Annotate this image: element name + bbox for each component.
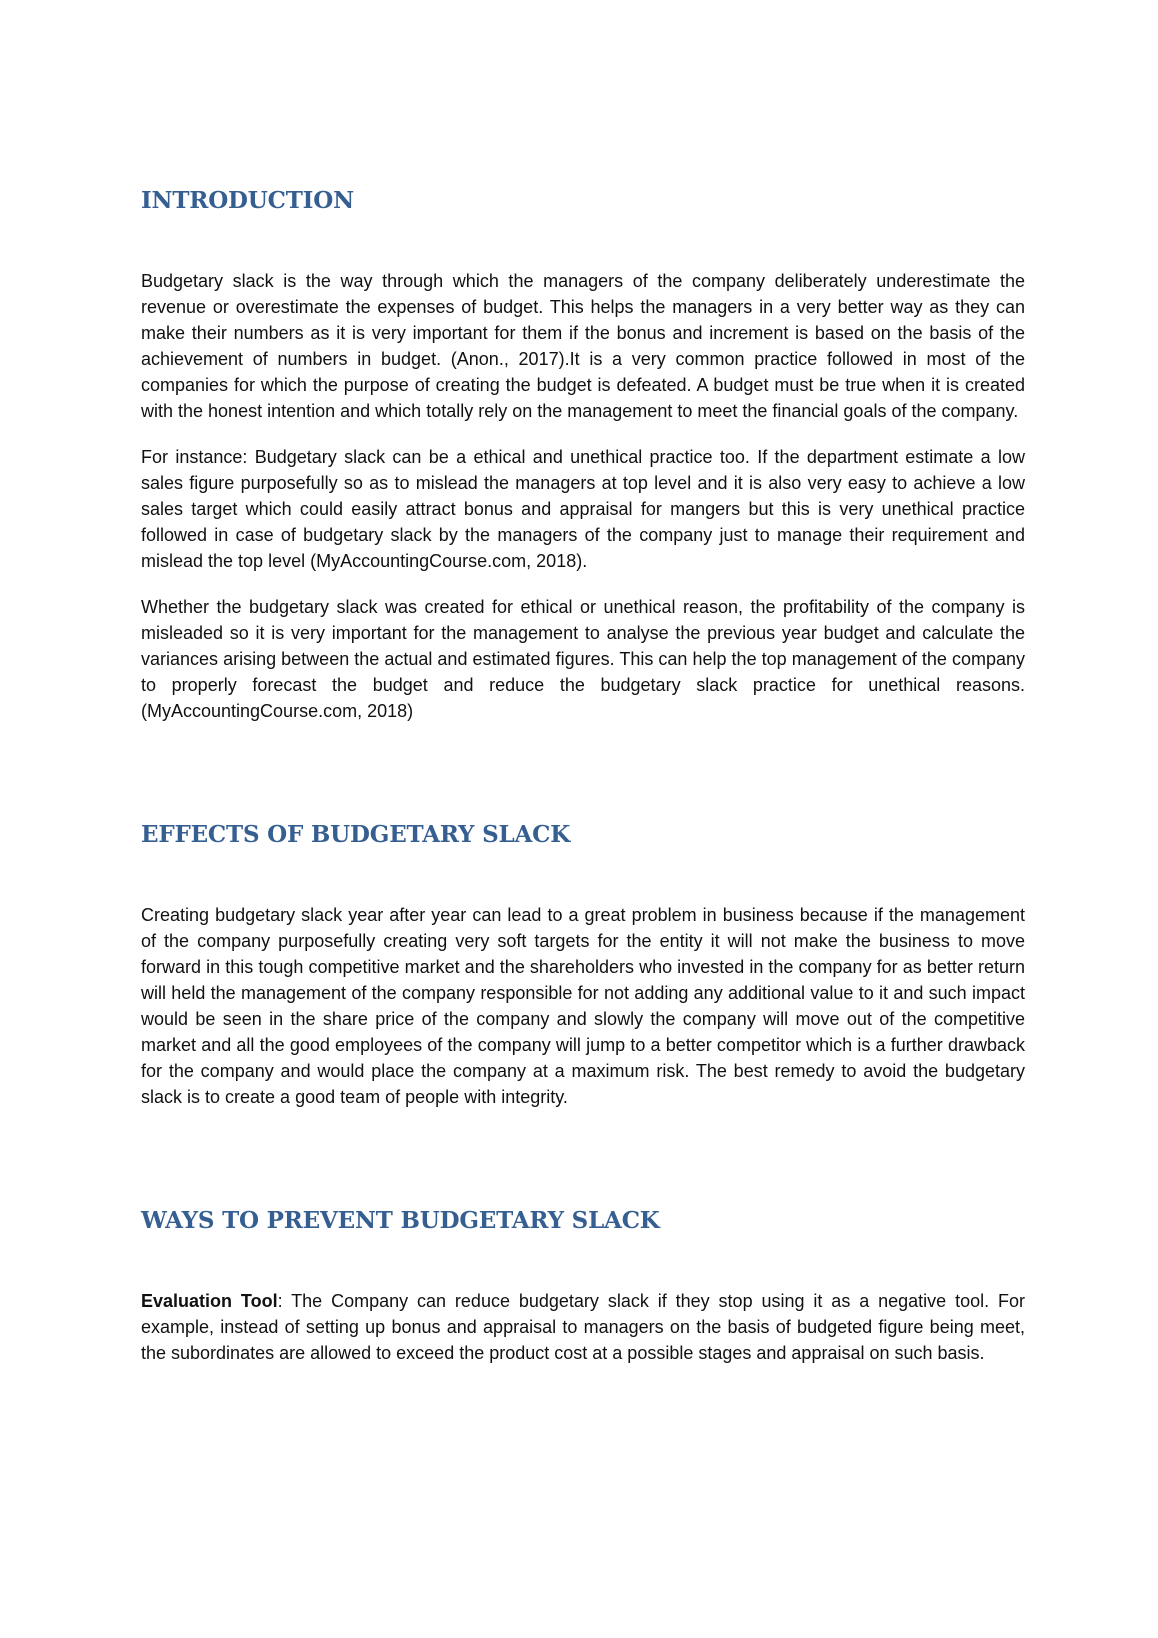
introduction-paragraph-1: Budgetary slack is the way through which the managers of the company deliberately underestimate the revenue or overestimate the expenses of budget. This helps the managers in a very better way as they can make their numbers as it is very important for them if the bonus and increment is based on the basis of the achievement of numbers in budget. (Anon., 2017).It is a very common practice followed in most of the companies for which the purpose of creating the budget is defeated. A budget must be true when it is created with the honest intention and which totally rely on the management to meet the financial goals of the company. <box>141 271 1025 421</box>
effects-heading: EFFECTS OF BUDGETARY SLACK <box>141 821 571 848</box>
section-introduction <box>141 186 1025 724</box>
introduction-paragraph-3: Whether the budgetary slack was created for ethical or unethical reason, the profitability of the company is misleaded so it is very important for the management to analyse the previous year budget and calculate the variances arising between the actual and estimated figures. This can help the top management of the company to properly forecast the budget and reduce the budgetary slack practice for unethical reasons. (MyAccountingCourse.com, 2018) <box>141 597 1025 721</box>
evaluation-tool-term: Evaluation Tool <box>141 1291 278 1311</box>
introduction-heading: INTRODUCTION <box>141 187 354 214</box>
evaluation-tool-paragraph <box>141 1288 1025 1366</box>
document-body <box>141 186 1025 1366</box>
effects-paragraph-1: Creating budgetary slack year after year can lead to a great problem in business because if the management of the company purposefully creating very soft targets for the entity it will not make the business to move forward in this tough competitive market and the shareholders who invested in the company for as better return will held the management of the company responsible for not adding any additional value to it and such impact would be seen in the share price of the company and slowly the company will move out of the competitive market and all the good employees of the company will jump to a better competitor which is a further drawback for the company and would place the company at a maximum risk. The best remedy to avoid the budgetary slack is to create a good team of people with integrity. <box>141 905 1025 1107</box>
section-effects-of-budgetary-slack <box>141 820 1025 1110</box>
section-ways-to-prevent-budgetary-slack <box>141 1206 1025 1366</box>
evaluation-tool-text: : The Company can reduce budgetary slack if they stop using it as a negative tool. For example, instead of setting up bonus and appraisal to managers on the basis of budgeted figure being meet, the subordinates are allowed to exceed the product cost at a possible stages and appraisal on such basis. <box>141 1291 1026 1363</box>
introduction-paragraph-2: For instance: Budgetary slack can be a ethical and unethical practice too. If the department estimate a low sales figure purposefully so as to mislead the managers at top level and it is also very easy to achieve a low sales target which could easily attract bonus and appraisal for mangers but this is very unethical practice followed in case of budgetary slack by the managers of the company just to manage their requirement and mislead the top level (MyAccountingCourse.com, 2018). <box>141 447 1025 571</box>
prevent-heading: WAYS TO PREVENT BUDGETARY SLACK <box>141 1207 660 1234</box>
